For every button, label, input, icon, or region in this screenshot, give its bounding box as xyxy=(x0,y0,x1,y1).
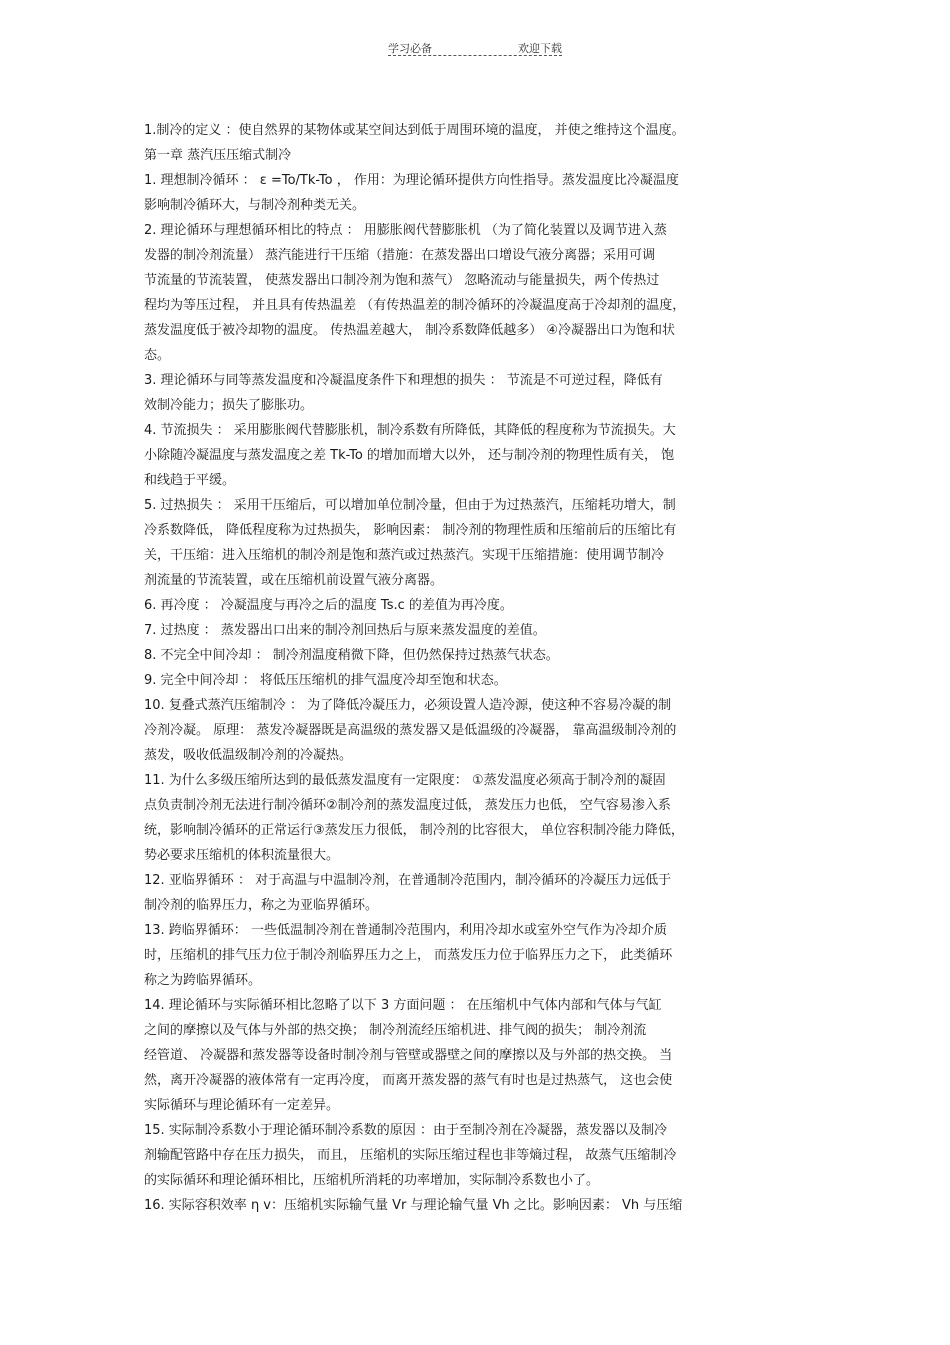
page-header xyxy=(388,40,562,60)
text-line: 态。 xyxy=(144,348,171,363)
header-right-text: 欢迎下载 xyxy=(518,42,562,55)
text-line: 16. 实际容积效率 η v：压缩机实际输气量 Vr 与理论输气量 Vh 之比。影响因素： Vh 与压缩 xyxy=(144,1198,683,1213)
text-line: 称之为跨临界循环。 xyxy=(144,973,262,988)
header-left-text: 学习必备 xyxy=(388,42,432,55)
text-line: 程均为等压过程， 并且具有传热温差 （有传热温差的制冷循环的冷凝温度高于冷却剂的温度， xyxy=(144,298,686,313)
text-line: 7. 过热度 ： 蒸发器出口出来的制冷剂回热后与原来蒸发温度的差值。 xyxy=(144,623,546,638)
text-line: 实际循环与理论循环有一定差异。 xyxy=(144,1098,340,1113)
text-line: 第一章 蒸汽压压缩式制冷 xyxy=(144,148,292,163)
text-line: 蒸发，吸收低温级制冷剂的冷凝热。 xyxy=(144,748,353,763)
text-line: 时，压缩机的排气压力位于制冷剂临界压力之上， 而蒸发压力位于临界压力之下， 此类循环 xyxy=(144,948,673,963)
text-line: 蒸发温度低于被冷却物的温度。 传热温差越大， 制冷系数降低越多） ④冷凝器出口为饱和状 xyxy=(144,323,676,338)
text-line: 影响制冷循环大，与制冷剂种类无关。 xyxy=(144,198,366,213)
text-line: 效制冷能力；损失了膨胀功。 xyxy=(144,398,314,413)
text-line: 发器的制冷剂流量） 蒸汽能进行干压缩（措施：在蒸发器出口增设气液分离器；采用可调 xyxy=(144,248,656,263)
text-line: 剂流量的节流装置，或在压缩机前设置气液分离器。 xyxy=(144,573,444,588)
text-line: 13. 跨临界循环： 一些低温制冷剂在普通制冷范围内，利用冷却水或室外空气作为冷却介质 xyxy=(144,923,667,938)
text-line: 点负责制冷剂无法进行制冷循环②制冷剂的蒸发温度过低， 蒸发压力也低， 空气容易渗入系 xyxy=(144,798,671,813)
text-line: 1. 理想制冷循环 ： ε =To/Tk-To ， 作用：为理论循环提供方向性指导。蒸发温度比冷凝温度 xyxy=(144,173,679,188)
text-line: 11. 为什么多级压缩所达到的最低蒸发温度有一定限度： ①蒸发温度必须高于制冷剂的凝固 xyxy=(144,773,666,788)
text-line: 3. 理论循环与同等蒸发温度和冷凝温度条件下和理想的损失 ： 节流是不可逆过程，降低有 xyxy=(144,373,663,388)
text-line: 和线趋于平缓。 xyxy=(144,473,236,488)
text-line: 10. 复叠式蒸汽压缩制冷 ： 为了降低冷凝压力，必须设置人造冷源，使这种不容易冷凝的制 xyxy=(144,698,672,713)
text-line: 5. 过热损失 ： 采用干压缩后，可以增加单位制冷量，但由于为过热蒸汽，压缩耗功增大，制 xyxy=(144,498,676,513)
text-line: 冷剂冷凝。 原理： 蒸发冷凝器既是高温级的蒸发器又是低温级的冷凝器， 靠高温级制冷剂的 xyxy=(144,723,677,738)
text-line: 关，干压缩：进入压缩机的制冷剂是饱和蒸汽或过热蒸汽。实现干压缩措施：使用调节制冷 xyxy=(144,548,665,563)
text-line: 剂输配管路中存在压力损失， 而且， 压缩机的实际压缩过程也非等熵过程， 故蒸气压缩制冷 xyxy=(144,1148,677,1163)
text-line: 冷系数降低， 降低程度称为过热损失， 影响因素： 制冷剂的物理性质和压缩前后的压缩比有 xyxy=(144,523,677,538)
text-line: 9. 完全中间冷却 ： 将低压压缩机的排气温度冷却至饱和状态。 xyxy=(144,673,507,688)
text-line: 经管道、 冷凝器和蒸发器等设备时制冷剂与管壁或器壁之间的摩擦以及与外部的热交换。 当 xyxy=(144,1048,673,1063)
text-line: 1.制冷的定义 ：使自然界的某物体或某空间达到低于周围环境的温度， 并使之维持这个温度。 xyxy=(144,123,685,138)
text-line: 6. 再冷度 ： 冷凝温度与再冷之后的温度 Ts.c 的差值为再冷度。 xyxy=(144,598,513,613)
text-line: 15. 实际制冷系数小于理论循环制冷系数的原因 ：由于至制冷剂在冷凝器，蒸发器以及制冷 xyxy=(144,1123,667,1138)
document-body xyxy=(144,118,812,1218)
text-line: 小除随冷凝温度与蒸发温度之差 Tk-To 的增加而增大以外， 还与制冷剂的物理性质有关， 饱 xyxy=(144,448,675,463)
text-line: 12. 亚临界循环 ： 对于高温与中温制冷剂，在普通制冷范围内，制冷循环的冷凝压力远低于 xyxy=(144,873,672,888)
text-line: 之间的摩擦以及气体与外部的热交换； 制冷剂流经压缩机进、排气阀的损失； 制冷剂流 xyxy=(144,1023,647,1038)
header-dashed-rule xyxy=(388,55,562,56)
text-line: 节流量的节流装置， 使蒸发器出口制冷剂为饱和蒸气） 忽略流动与能量损失，两个传热过 xyxy=(144,273,660,288)
text-line: 的实际循环和理论循环相比，压缩机所消耗的功率增加，实际制冷系数也小了。 xyxy=(144,1173,600,1188)
text-line: 4. 节流损失 ： 采用膨胀阀代替膨胀机，制冷系数有所降低，其降低的程度称为节流损失。大 xyxy=(144,423,676,438)
text-line: 势必要求压缩机的体积流量很大。 xyxy=(144,848,340,863)
text-line: 2. 理论循环与理想循环相比的特点 ： 用膨胀阀代替膨胀机 （为了简化装置以及调节进入蒸 xyxy=(144,223,667,238)
text-line: 8. 不完全中间冷却 ： 制冷剂温度稍微下降，但仍然保持过热蒸气状态。 xyxy=(144,648,559,663)
text-line: 14. 理论循环与实际循环相比忽略了以下 3 方面问题 ： 在压缩机中气体内部和气体与气缸 xyxy=(144,998,662,1013)
text-line: 统，影响制冷循环的正常运行③蒸发压力很低， 制冷剂的比容很大， 单位容积制冷能力降低， xyxy=(144,823,684,838)
text-line: 然，离开冷凝器的液体常有一定再冷度， 而离开蒸发器的蒸气有时也是过热蒸气， 这也会使 xyxy=(144,1073,673,1088)
text-line: 制冷剂的临界压力，称之为亚临界循环。 xyxy=(144,898,379,913)
